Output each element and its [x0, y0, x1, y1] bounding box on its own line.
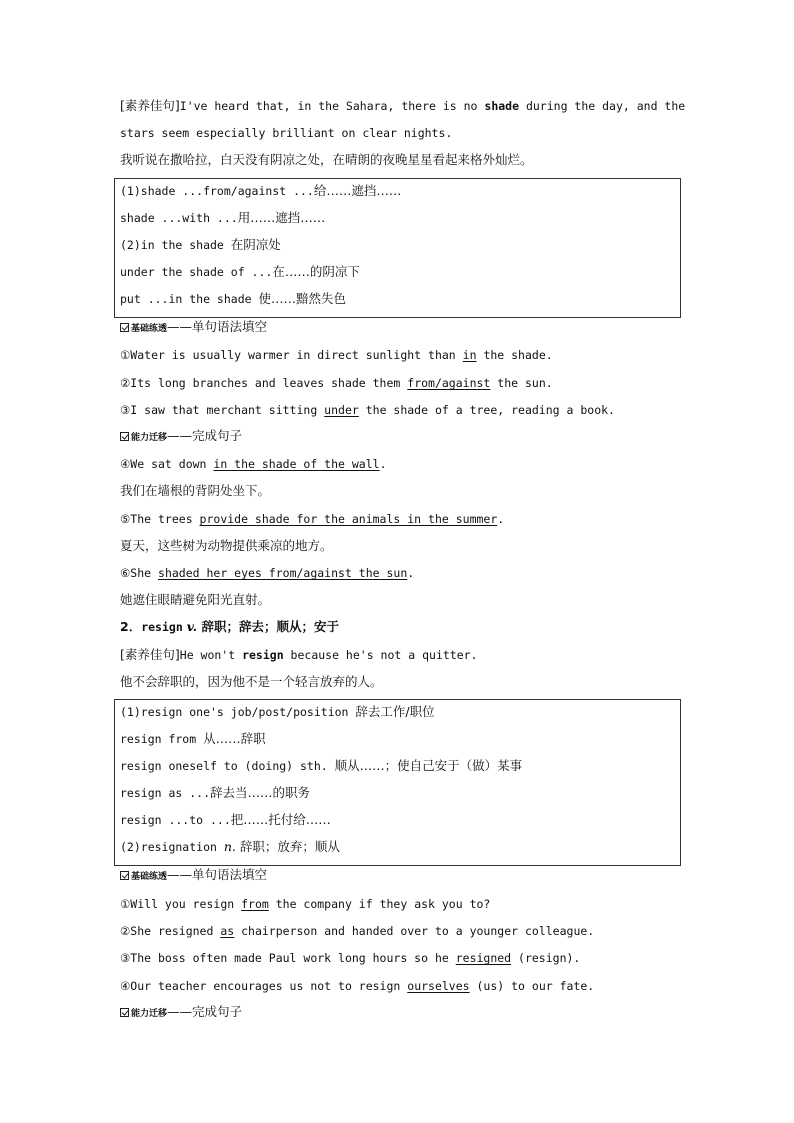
resign-phrase: (1)resign one's job/post/position 辞去工作/职位 — [120, 704, 435, 719]
resign-example-en: [素养佳句]He won't resign because he's not a quitter. — [120, 647, 478, 662]
exercise-item: ⑥She shaded her eyes from/against the sun. — [120, 566, 415, 580]
checkbox-icon — [120, 871, 129, 880]
exercise-item: ①Water is usually warmer in direct sunlight than in the shade. — [120, 348, 553, 362]
exercise-item: ④Our teacher encourages us not to resign ourselves (us) to our fate. — [120, 979, 595, 993]
exercise-item: ⑤The trees provide shade for the animals in the summer. — [120, 512, 505, 526]
answer: as — [220, 924, 235, 938]
shade-phrase: put ...in the shade 使……黯然失色 — [120, 291, 346, 306]
example-tag: [素养佳句] — [120, 98, 180, 113]
checkbox-icon — [120, 323, 129, 332]
basic-practice-header: 基础练透——单句语法填空 — [120, 319, 267, 337]
shade-phrase: shade ...with ...用……遮挡…… — [120, 210, 326, 225]
shade-example-en-line2: stars seem especially brilliant on clear nights. — [120, 126, 453, 140]
exercise-item: ②Its long branches and leaves shade them from/against the sun. — [120, 376, 553, 390]
checkbox-icon — [120, 432, 129, 441]
answer: in — [462, 348, 477, 362]
resign-phrase-box — [114, 699, 681, 866]
exercise-translation: 她遮住眼睛避免阳光直射。 — [120, 592, 271, 607]
resign-heading: 2．resign v. 辞职；辞去；顺从；安于 — [120, 619, 339, 634]
answer: in the shade of the wall — [213, 457, 380, 471]
shade-example-en-line1: [素养佳句]I've heard that, in the Sahara, there is no shade during the day, and the — [120, 98, 686, 113]
exercise-translation: 我们在墙根的背阴处坐下。 — [120, 483, 271, 498]
resign-phrase: resign as ...辞去当……的职务 — [120, 785, 311, 800]
answer: shaded her eyes from/against the sun — [158, 566, 408, 580]
exercise-translation: 夏天，这些树为动物提供乘凉的地方。 — [120, 538, 333, 553]
answer: provide shade for the animals in the summer — [199, 512, 498, 526]
exercise-item: ①Will you resign from the company if they ask you to? — [120, 897, 491, 911]
resign-phrase: resign oneself to (doing) sth. 顺从……；使自己安于（做）某事 — [120, 758, 523, 773]
keyword-resign: resign — [141, 620, 183, 634]
answer: from/against — [407, 376, 491, 390]
shade-example-cn: 我听说在撒哈拉，白天没有阴凉之处，在晴朗的夜晚星星看起来格外灿烂。 — [120, 152, 533, 167]
exercise-item: ④We sat down in the shade of the wall. — [120, 457, 387, 471]
shade-phrase: (1)shade ...from/against ...给……遮挡…… — [120, 183, 402, 198]
answer: under — [324, 403, 359, 417]
ability-transfer-header: 能力迁移——完成句子 — [120, 1004, 242, 1022]
exercise-item: ③The boss often made Paul work long hours so he resigned (resign). — [120, 951, 581, 965]
exercise-item: ③I saw that merchant sitting under the shade of a tree, reading a book. — [120, 403, 615, 417]
basic-practice-header: 基础练透——单句语法填空 — [120, 867, 267, 885]
resign-phrase: resign ...to ...把……托付给…… — [120, 812, 331, 827]
example-tag: [素养佳句] — [120, 647, 180, 662]
shade-phrase: (2)in the shade 在阴凉处 — [120, 237, 281, 252]
checkbox-icon — [120, 1008, 129, 1017]
answer: ourselves — [407, 979, 470, 993]
exercise-item: ②She resigned as chairperson and handed over to a younger colleague. — [120, 924, 595, 938]
answer: resigned — [455, 951, 512, 965]
answer: from — [241, 897, 269, 911]
resign-example-cn: 他不会辞职的，因为他不是一个轻言放弃的人。 — [120, 674, 383, 689]
resign-phrase: resign from 从……辞职 — [120, 731, 266, 746]
shade-phrase: under the shade of ...在……的阴凉下 — [120, 264, 360, 279]
keyword-shade: shade — [484, 99, 520, 113]
ability-transfer-header: 能力迁移——完成句子 — [120, 428, 242, 446]
shade-phrase-box — [114, 178, 681, 318]
resign-phrase: (2)resignation n. 辞职；放弃；顺从 — [120, 839, 340, 854]
